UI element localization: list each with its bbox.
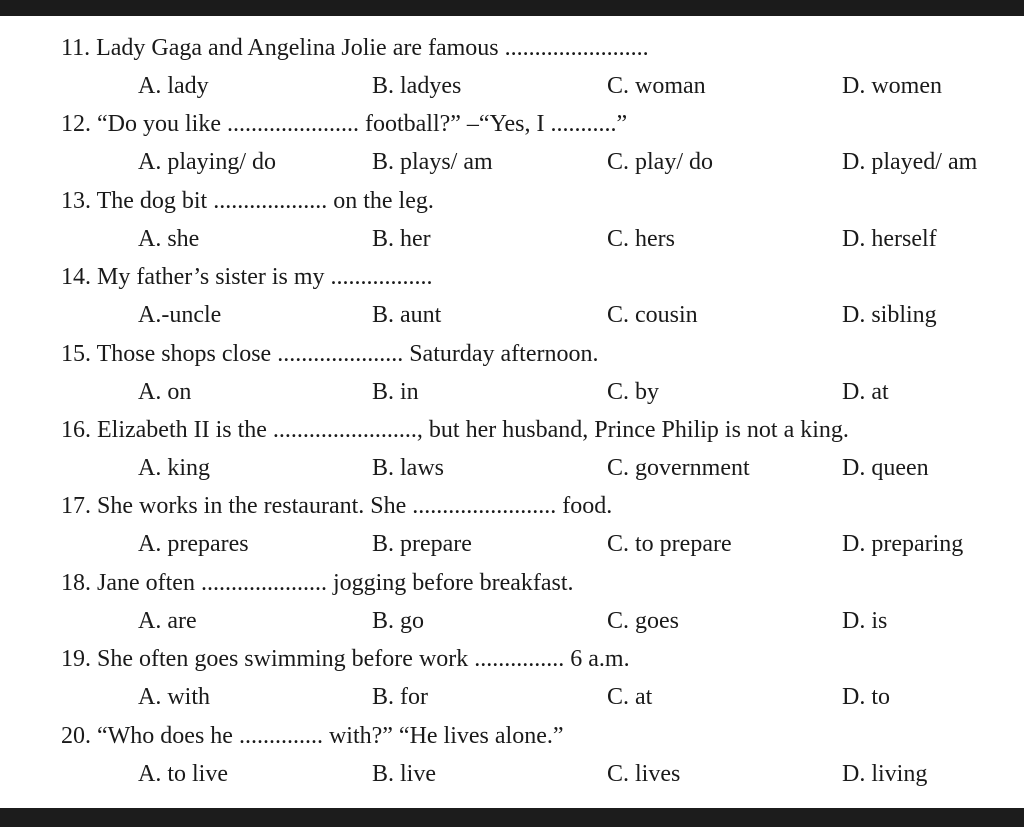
option-c: C. government — [607, 454, 750, 481]
option-b: B. go — [372, 607, 425, 634]
question-15 — [0, 339, 1024, 415]
option-d: D. preparing — [842, 531, 964, 558]
question-list — [0, 33, 1024, 797]
question-text: 17. She works in the restaurant. She ........................ food. — [61, 493, 613, 520]
question-text: 13. The dog bit ................... on the leg. — [61, 187, 434, 214]
option-c: C. hers — [607, 225, 675, 252]
question-14 — [0, 262, 1024, 338]
option-d: D. is — [842, 607, 888, 634]
option-d: D. women — [842, 73, 942, 99]
question-text: 18. Jane often ..................... jogging before breakfast. — [61, 569, 574, 596]
option-c: C. lives — [607, 760, 681, 787]
option-d: D. herself — [842, 225, 937, 252]
answer-options — [0, 453, 1024, 483]
option-d: D. at — [842, 378, 889, 405]
question-17 — [0, 491, 1024, 567]
option-a: A. she — [138, 225, 200, 252]
worksheet-page — [0, 16, 1024, 808]
answer-options — [0, 759, 1024, 789]
option-b: B. prepare — [372, 531, 472, 558]
question-13 — [0, 186, 1024, 262]
option-b: B. for — [372, 684, 428, 711]
option-d: D. queen — [842, 454, 929, 481]
option-b: B. in — [372, 378, 419, 405]
answer-options — [0, 224, 1024, 254]
question-12 — [0, 109, 1024, 185]
option-a: A. are — [138, 607, 197, 634]
question-text: 15. Those shops close ..................... Saturday afternoon. — [61, 340, 599, 367]
option-c: C. at — [607, 684, 653, 711]
option-a: A. lady — [138, 73, 209, 99]
question-text: 11. Lady Gaga and Angelina Jolie are famous ........................ — [61, 35, 649, 61]
answer-options — [0, 147, 1024, 177]
question-text: 12. “Do you like ...................... football?” –“Yes, I ...........” — [61, 111, 628, 138]
question-20 — [0, 721, 1024, 797]
option-a: A.-uncle — [138, 302, 222, 329]
option-d: D. sibling — [842, 302, 937, 329]
option-a: A. prepares — [138, 531, 249, 558]
option-d: D. to — [842, 684, 890, 711]
option-a: A. to live — [138, 760, 228, 787]
question-text: 16. Elizabeth II is the ........................, but her husband, Prince Philip is not a king. — [61, 416, 849, 443]
bottom-frame-bar — [0, 808, 1024, 827]
option-d: D. played/ am — [842, 149, 978, 176]
option-c: C. cousin — [607, 302, 698, 329]
option-b: B. her — [372, 225, 431, 252]
question-11 — [0, 33, 1024, 109]
answer-options — [0, 71, 1024, 101]
option-b: B. laws — [372, 454, 444, 481]
question-text: 14. My father’s sister is my ................. — [61, 264, 433, 291]
option-b: B. aunt — [372, 302, 442, 329]
option-b: B. plays/ am — [372, 149, 493, 176]
question-19 — [0, 644, 1024, 720]
answer-options — [0, 300, 1024, 330]
option-a: A. with — [138, 684, 210, 711]
answer-options — [0, 606, 1024, 636]
answer-options — [0, 377, 1024, 407]
question-16 — [0, 415, 1024, 491]
option-b: B. ladyes — [372, 73, 462, 99]
question-text: 20. “Who does he .............. with?” “He lives alone.” — [61, 722, 564, 749]
option-c: C. to prepare — [607, 531, 732, 558]
question-text: 19. She often goes swimming before work ............... 6 a.m. — [61, 646, 630, 673]
answer-options — [0, 682, 1024, 712]
option-a: A. playing/ do — [138, 149, 276, 176]
option-c: C. goes — [607, 607, 679, 634]
option-d: D. living — [842, 760, 928, 787]
option-b: B. live — [372, 760, 436, 787]
top-frame-bar — [0, 0, 1024, 16]
option-c: C. by — [607, 378, 660, 405]
option-c: C. woman — [607, 73, 706, 99]
option-a: A. on — [138, 378, 192, 405]
question-18 — [0, 568, 1024, 644]
answer-options — [0, 529, 1024, 559]
option-a: A. king — [138, 454, 210, 481]
option-c: C. play/ do — [607, 149, 713, 176]
